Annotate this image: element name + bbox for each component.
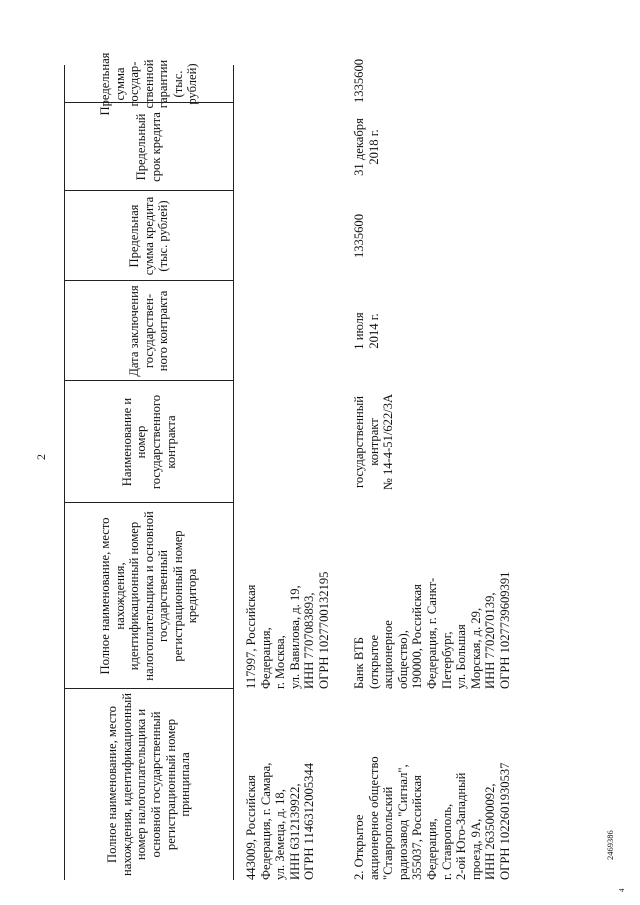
header-contract-name: Наименование и номер государственного контракта: [119, 394, 178, 490]
header-guarantee-amount: Предельная сумма государ- ственной гарантии (тыс. рублей): [97, 52, 200, 116]
principal-cell: 443009, Российская Федерация, г. Самара, ул. Земеца, д. 18, ИНН 6312139922, ОГРН 1146312005344: [244, 762, 317, 880]
header-credit-term: Предельный срок кредита: [134, 112, 163, 182]
guarantee-amount-cell: 1335600: [352, 58, 366, 103]
creditor-cell: 117997, Российская Федерация, г. Москва, ул. Вавилова, д. 19, ИНН 7707083893, ОГРН 1027700132195: [244, 571, 331, 689]
credit-term-cell: 31 декабря 2018 г.: [352, 118, 381, 176]
credit-amount-cell: 1335600: [352, 213, 366, 259]
contract-name-cell: государственный контракт № 14-4-51/622/3А: [352, 393, 396, 491]
principal-cell: 2. Открытое акционерное общество "Ставропольский радиозавод "Сигнал", 355037, Российская Федерация, г. Ставрополь, 2-ой Юго-Западный проезд, 9А, ИНН 2635000092, ОГРН 1022601930537: [352, 756, 512, 880]
creditor-cell: Банк ВТБ (открытое акционерное общество), 190000, Российская Федерация, г. Санкт- Петербург, ул. Большая Морская, д. 29, ИНН 7702070139, ОГРН 1027739609391: [352, 571, 512, 689]
table-header: [64, 52, 234, 880]
document-code: 2469386: [605, 830, 615, 860]
header-principal: Полное наименование, место нахождения, идентификационный номер налогоплательщика и основной государственный регистрационный номер принципала: [105, 693, 193, 876]
header-creditor: Полное наименование, место нахождения, идентификационный номер налогоплательщика и основной государственный регистрационный номер кредитора: [97, 511, 200, 681]
header-credit-amount: Предельная сумма кредита (тыс. рублей): [127, 196, 171, 276]
header-contract-date: Дата заключения государствен- ного контракта: [127, 285, 171, 377]
rotated-content: [10, 40, 630, 892]
corner-mark: 4: [618, 888, 626, 892]
contract-date-cell: 1 июля 2014 г.: [352, 312, 381, 350]
page-number: 2: [34, 454, 48, 460]
